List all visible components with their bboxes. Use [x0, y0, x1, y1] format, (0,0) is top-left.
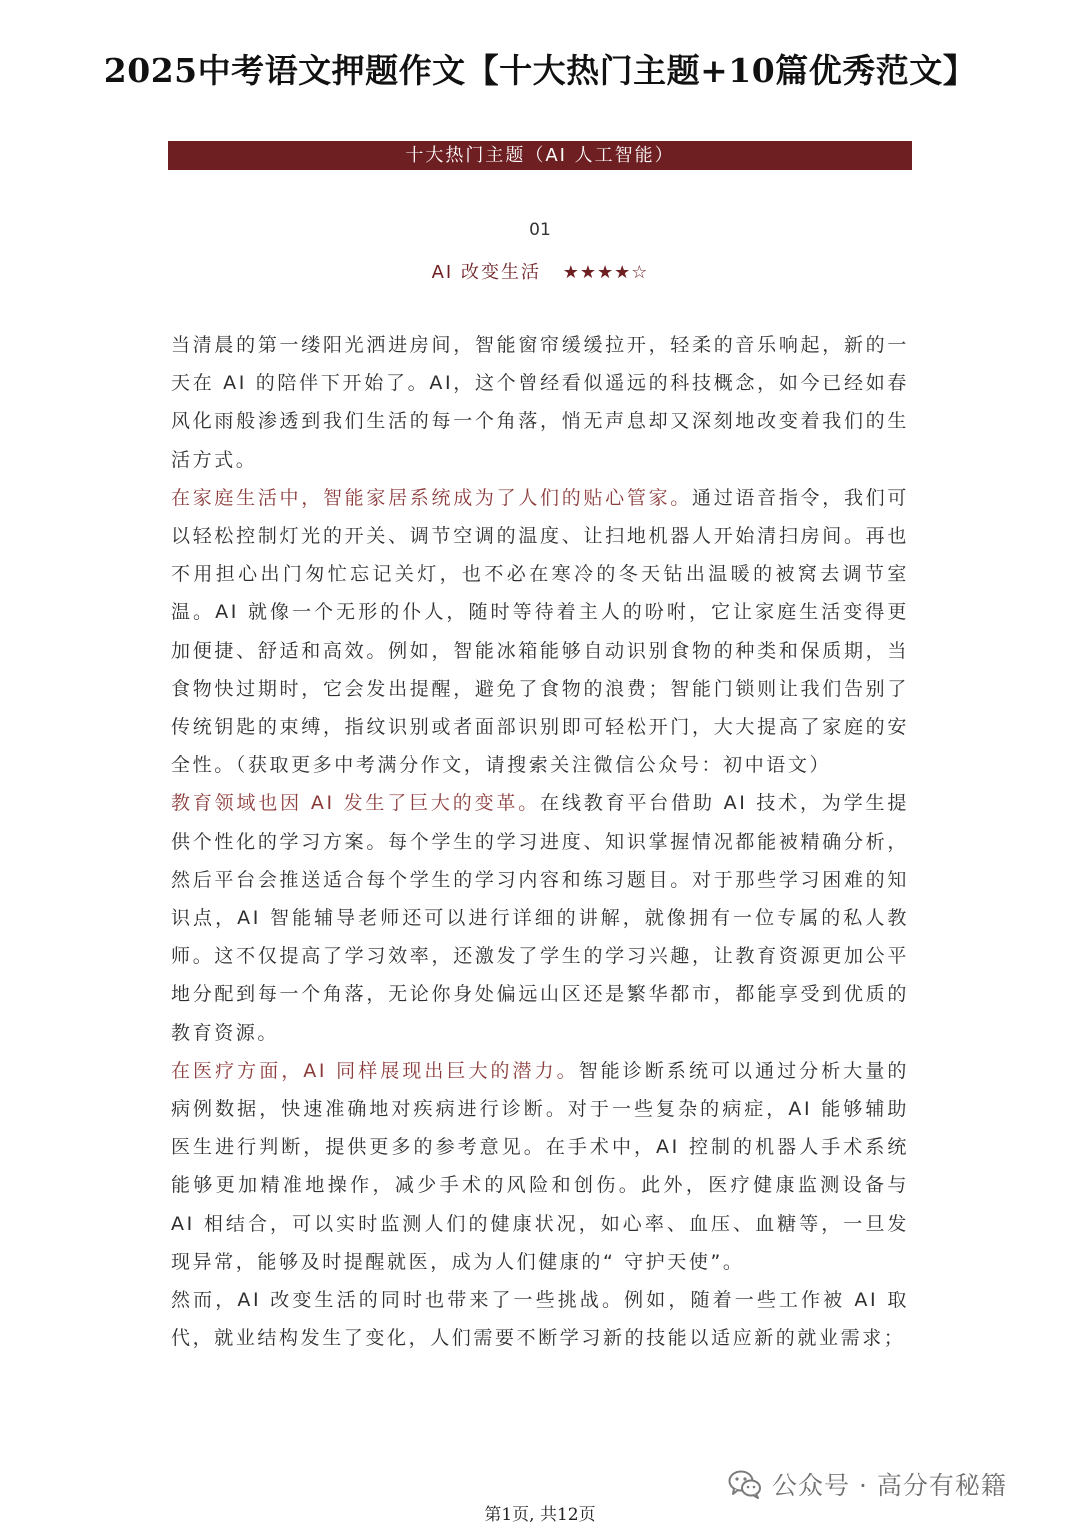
- entry-heading-text: AI 改变生活: [431, 262, 541, 283]
- paragraph-lead: 在医疗方面，AI 同样展现出巨大的潜力。: [171, 1059, 579, 1082]
- paragraph-lead: 在家庭生活中，智能家居系统成为了人们的贴心管家。: [171, 486, 693, 509]
- paragraph-text: 智能诊断系统可以通过分析大量的病例数据，快速准确地对疾病进行诊断。对于一些复杂的病症，AI 能够辅助医生进行判断，提供更多的参考意见。在手术中，AI 控制的机器人手术系统能够更加精准地操作，减少手术的风险和创伤。此外，医疗健康监测设备与 AI 相结合，可以实时监测人们的健康状况，如心率、血压、血糖等，一旦发现异常，能够及时提醒就医，成为人们健康的“ 守护天使”。: [171, 1059, 909, 1273]
- paragraph-text: 通过语音指令，我们可以轻松控制灯光的开关、调节空调的温度、让扫地机器人开始清扫房间。再也不用担心出门匆忙忘记关灯，也不必在寒冷的冬天钻出温暖的被窝去调节室温。AI 就像一个无形的仆人，随时等待着主人的吩咐，它让家庭生活变得更加便捷、舒适和高效。例如，智能冰箱能够自动识别食物的种类和保质期，当食物快过期时，它会发出提醒，避免了食物的浪费；智能门锁则让我们告别了传统钥匙的束缚，指纹识别或者面部识别即可轻松开门，大大提高了家庭的安全性。（获取更多中考满分作文，请搜索关注微信公众号：初中语文）: [171, 486, 909, 777]
- entry-heading: [0, 258, 1080, 284]
- paragraph-home: [171, 479, 909, 785]
- essay-body: [171, 326, 909, 1357]
- paragraph-education: [171, 784, 909, 1051]
- paragraph-text: 当清晨的第一缕阳光洒进房间，智能窗帘缓缓拉开，轻柔的音乐响起，新的一天在 AI 的陪伴下开始了。AI，这个曾经看似遥远的科技概念，如今已经如春风化雨般渗透到我们生活的每一个角落，悄无声息却又深刻地改变着我们的生活方式。: [171, 334, 909, 471]
- paragraph-text: 然而，AI 改变生活的同时也带来了一些挑战。例如，随着一些工作被 AI 取代，就业结构发生了变化，人们需要不断学习新的技能以适应新的就业需求；: [171, 1289, 909, 1350]
- watermark-text: 公众号 · 高分有秘籍: [772, 1471, 1007, 1500]
- paragraph-intro: [171, 326, 909, 479]
- page-footer: 第1页, 共12页: [484, 1505, 596, 1525]
- paragraph-challenges: [171, 1281, 909, 1357]
- wechat-icon: [728, 1469, 762, 1499]
- entry-number: 01: [529, 220, 551, 240]
- rating-stars: ★★★★☆: [562, 262, 649, 283]
- section-banner: 十大热门主题（AI 人工智能）: [168, 141, 912, 170]
- paragraph-medical: [171, 1052, 909, 1281]
- paragraph-lead: 教育领域也因 AI 发生了巨大的变革。: [171, 792, 541, 815]
- paragraph-text: 在线教育平台借助 AI 技术，为学生提供个性化的学习方案。每个学生的学习进度、知识掌握情况都能被精确分析，然后平台会推送适合每个学生的学习内容和练习题目。对于那些学习困难的知识点，AI 智能辅导老师还可以进行详细的讲解，就像拥有一位专属的私人教师。这不仅提高了学习效率，还激发了学生的学习兴趣，让教育资源更加公平地分配到每一个角落，无论你身处偏远山区还是繁华都市，都能享受到优质的教育资源。: [171, 792, 909, 1044]
- document-title: 2025中考语文押题作文【十大热门主题+10篇优秀范文】: [103, 51, 977, 90]
